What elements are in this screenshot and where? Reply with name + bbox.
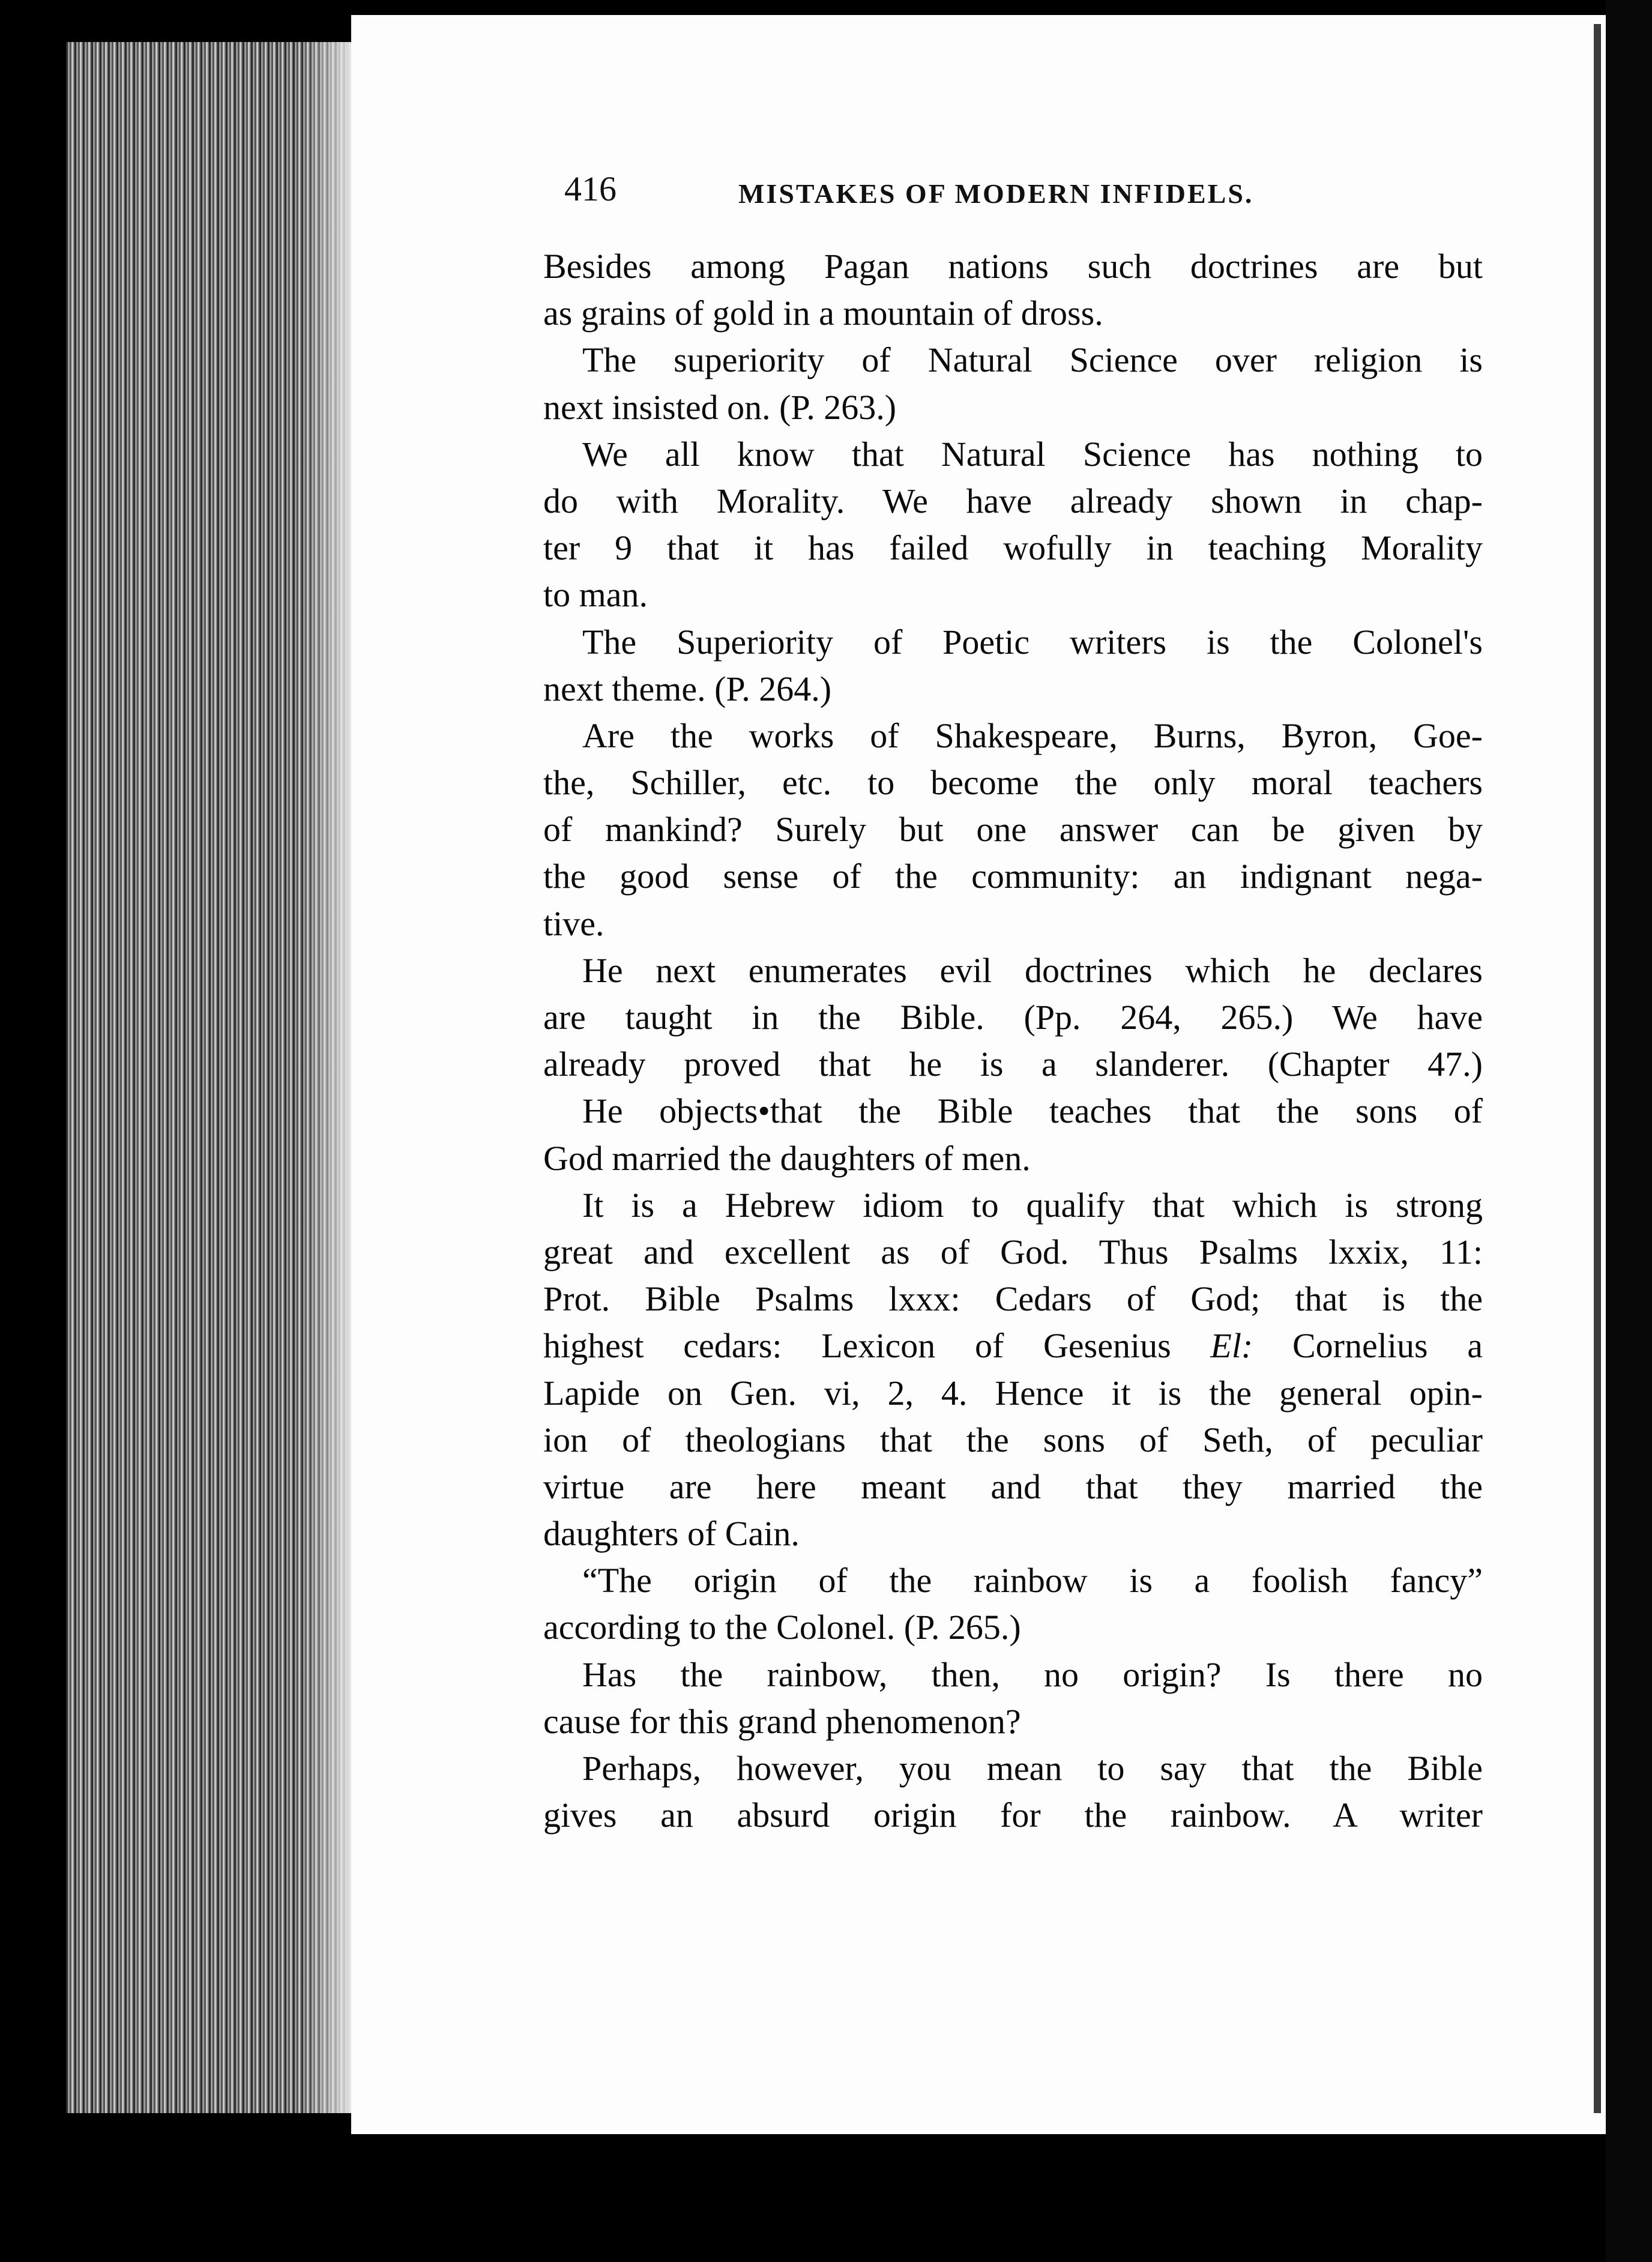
running-head: MISTAKES OF MODERN INFIDELS. [738, 178, 1254, 209]
text-line: tive. [543, 903, 604, 943]
text-line: It is a Hebrew idiom to qualify that which is strong [582, 1185, 1483, 1225]
text-line: according to the Colonel. (P. 265.) [543, 1608, 1021, 1647]
text-segment: Cornelius a [1292, 1326, 1483, 1366]
text-line: Prot. Bible Psalms lxxx: Cedars of God; that is the [543, 1279, 1483, 1319]
text-line: “The origin of the rainbow is a foolish fancy” [582, 1561, 1483, 1600]
page-header [564, 168, 1309, 210]
text-line: cause for this grand phenomenon? [543, 1701, 1021, 1741]
book-page-edges [66, 42, 354, 2113]
text-line: next insisted on. (P. 263.) [543, 387, 897, 427]
text-line: daughters of Cain. [543, 1514, 800, 1554]
text-line: the good sense of the community: an indignant nega- [543, 857, 1483, 896]
text-line: ion of theologians that the sons of Seth, of peculiar [543, 1420, 1483, 1459]
facing-page-edge [1594, 24, 1601, 2113]
text-line: Besides among Pagan nations such doctrines are but [543, 247, 1483, 286]
text-line: already proved that he is a slanderer. (Chapter 47.) [543, 1045, 1483, 1084]
text-line: Are the works of Shakespeare, Burns, Byron, Goe- [582, 716, 1483, 755]
text-line: He next enumerates evil doctrines which he declares [582, 950, 1483, 990]
text-line: great and excellent as of God. Thus Psalms lxxix, 11: [543, 1232, 1483, 1271]
text-segment: highest cedars: Lexicon of Gesenius [543, 1326, 1171, 1366]
text-line: The Superiority of Poetic writers is the Colonel's [582, 622, 1483, 662]
body-text [543, 243, 1483, 1839]
italic-term: El: [1210, 1326, 1253, 1366]
text-line: of mankind? Surely but one answer can be given by [543, 810, 1483, 849]
text-line: Lapide on Gen. vi, 2, 4. Hence it is the general opin- [543, 1373, 1483, 1413]
text-line: He objects•that the Bible teaches that the sons of [582, 1091, 1483, 1131]
text-line: Perhaps, however, you mean to say that the Bible [582, 1749, 1483, 1788]
text-line: We all know that Natural Science has nothing to [582, 434, 1483, 474]
text-line: ter 9 that it has failed wofully in teaching Morality [543, 528, 1483, 568]
text-line: do with Morality. We have already shown in chap- [543, 481, 1483, 520]
text-line: virtue are here meant and that they married the [543, 1467, 1483, 1506]
page-number: 416 [564, 169, 616, 208]
text-line: next theme. (P. 264.) [543, 669, 832, 708]
text-line: The superiority of Natural Science over religion is [582, 340, 1483, 380]
scan-background [1606, 0, 1652, 2262]
text-line: are taught in the Bible. (Pp. 264, 265.) We have [543, 998, 1483, 1037]
text-line: God married the daughters of men. [543, 1138, 1031, 1178]
text-line: the, Schiller, etc. to become the only moral teachers [543, 763, 1483, 803]
text-line: gives an absurd origin for the rainbow. A writer [543, 1796, 1483, 1835]
text-line: as grains of gold in a mountain of dross. [543, 294, 1103, 333]
text-line [543, 1323, 1483, 1369]
text-line: to man. [543, 575, 648, 615]
text-line: Has the rainbow, then, no origin? Is there no [582, 1654, 1483, 1694]
